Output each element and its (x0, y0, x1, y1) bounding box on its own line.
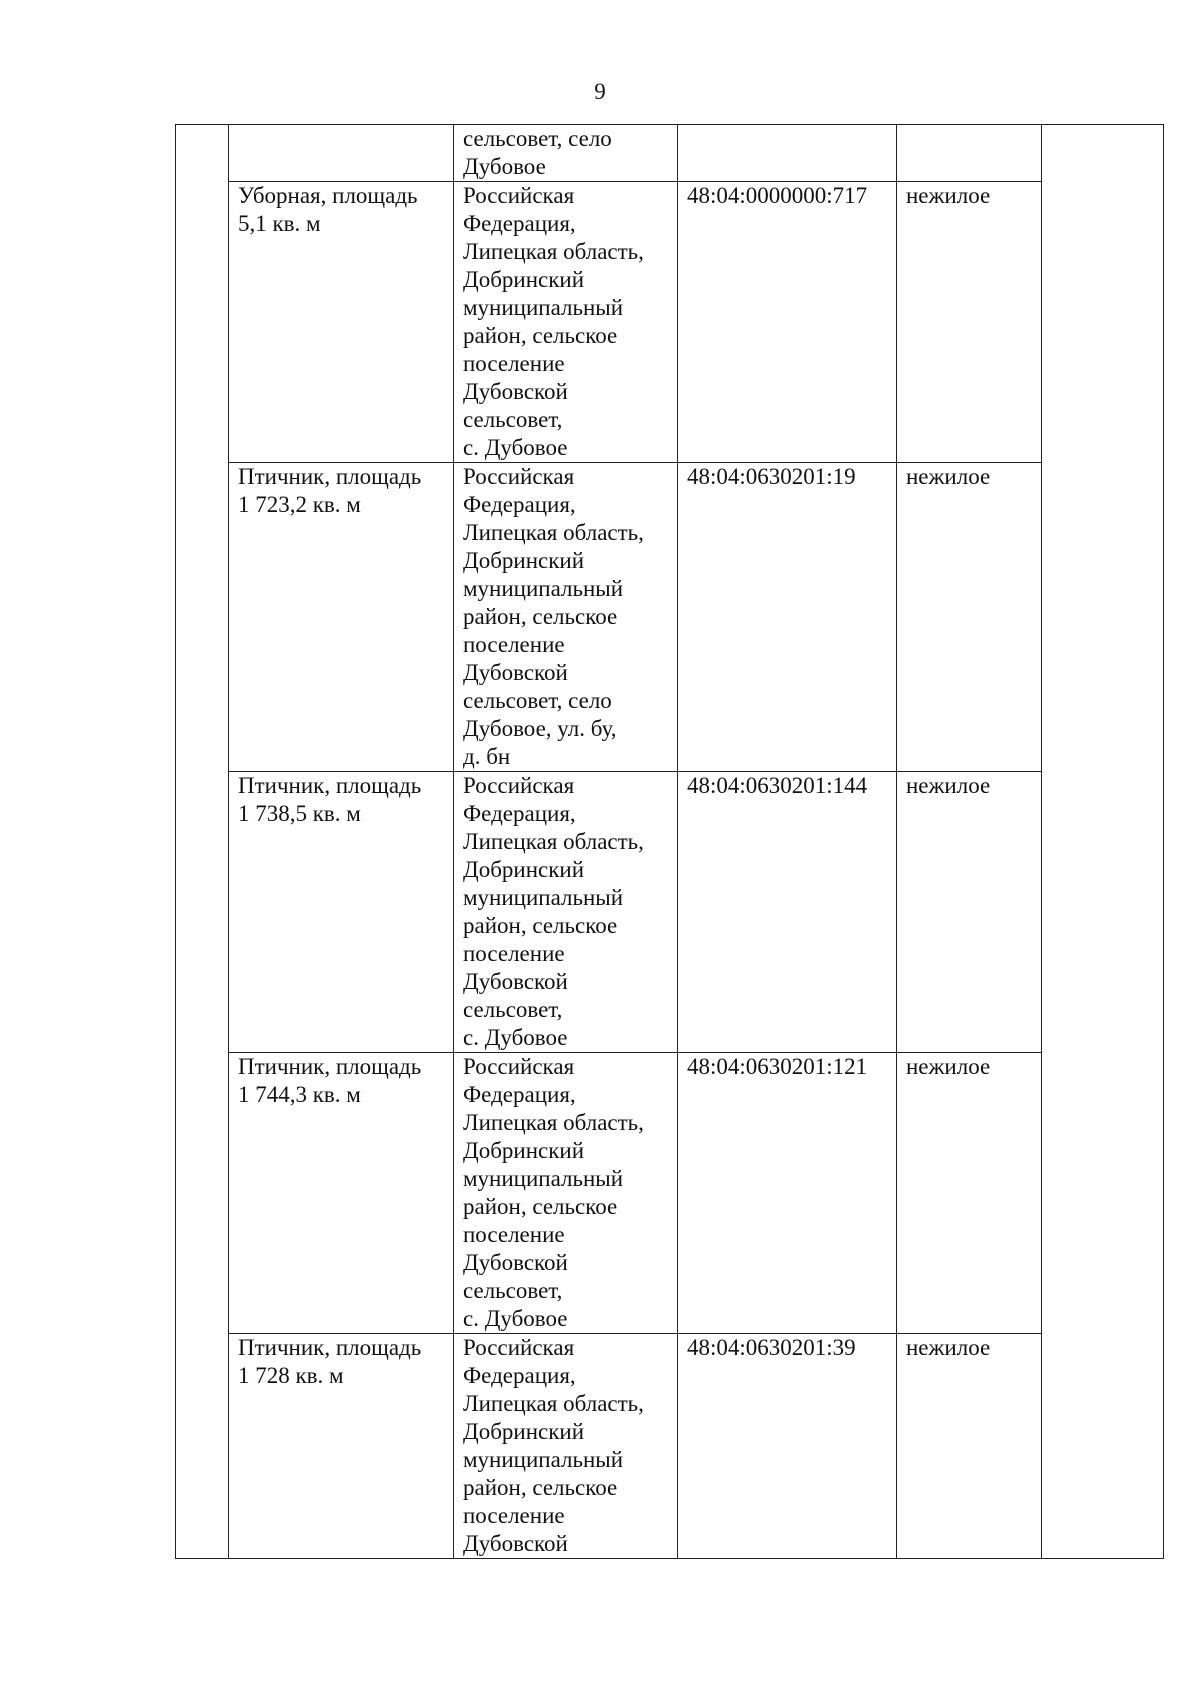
address-cell-line: Липецкая область, (463, 1110, 644, 1135)
address-cell-line: Российская (463, 464, 575, 489)
cadastral-number-cell (678, 1334, 897, 1559)
property-table-body (176, 125, 1164, 1559)
address-cell-line: Липецкая область, (463, 239, 644, 264)
address-cell-line: муниципальный (463, 885, 624, 910)
address-cell-line: с. Дубовое (463, 435, 568, 460)
cadastral-number: 48:04:0630201:39 (687, 1335, 856, 1360)
address-cell-line: поселение (463, 941, 565, 966)
object-name-cell-line: Уборная, площадь (238, 183, 418, 208)
object-name-cell-line: 1 744,3 кв. м (238, 1082, 361, 1107)
row-number-column (176, 125, 229, 1559)
address-cell (454, 1334, 678, 1559)
notes-column (1042, 125, 1164, 1559)
address-cell-line: Дубовое (463, 154, 546, 179)
address-cell (454, 125, 678, 182)
address-cell-line: Липецкая область, (463, 1391, 644, 1416)
address-cell (454, 463, 678, 772)
address-cell-line: сельсовет, (463, 997, 563, 1022)
table-row (176, 182, 1164, 463)
address-cell-line: Дубовое, ул. бу, (463, 716, 617, 741)
address-cell-line: Федерация, (463, 1082, 576, 1107)
address-cell-line: с. Дубовое (463, 1306, 568, 1331)
object-name-cell (229, 125, 454, 182)
address-cell-line: Дубовской (463, 379, 568, 404)
cadastral-number-cell (678, 182, 897, 463)
property-table (175, 124, 1164, 1559)
address-cell-line: муниципальный (463, 295, 624, 320)
address-cell (454, 1053, 678, 1334)
address-cell-line: поселение (463, 1503, 565, 1528)
address-cell-line: сельсовет, (463, 1278, 563, 1303)
cadastral-number-cell (678, 1053, 897, 1334)
address-cell-line: Российская (463, 1335, 575, 1360)
address-cell-line: Дубовской (463, 1531, 568, 1556)
address-cell-line: муниципальный (463, 1166, 624, 1191)
object-name-cell-line: 1 738,5 кв. м (238, 801, 361, 826)
page-number: 9 (594, 79, 606, 104)
table-row (176, 463, 1164, 772)
object-name-cell-line: Птичник, площадь (238, 464, 422, 489)
table-row (176, 772, 1164, 1053)
address-cell-line: Российская (463, 1054, 575, 1079)
address-cell-line: поселение (463, 632, 565, 657)
cadastral-number: 48:04:0630201:121 (687, 1054, 868, 1079)
address-cell-line: район, сельское (463, 323, 618, 348)
purpose-value: нежилое (906, 1335, 991, 1360)
address-cell-line: Добринский (463, 1138, 585, 1163)
object-name-cell-line: 1 728 кв. м (238, 1363, 344, 1388)
purpose-value: нежилое (906, 1054, 991, 1079)
address-cell-line: сельсовет, село (463, 126, 612, 151)
object-name-cell (229, 182, 454, 463)
object-name-cell (229, 772, 454, 1053)
purpose-cell (897, 1334, 1042, 1559)
address-cell-line: Дубовской (463, 660, 568, 685)
address-cell-line: сельсовет, село (463, 688, 612, 713)
address-cell-line: район, сельское (463, 1475, 618, 1500)
address-cell-line: Добринский (463, 267, 585, 292)
address-cell-line: сельсовет, (463, 407, 563, 432)
address-cell-line: д. бн (463, 744, 511, 769)
purpose-cell (897, 1053, 1042, 1334)
address-cell-line: Добринский (463, 548, 585, 573)
address-cell-line: Федерация, (463, 801, 576, 826)
address-cell-line: Добринский (463, 1419, 585, 1444)
object-name-cell (229, 463, 454, 772)
address-cell-line: муниципальный (463, 576, 624, 601)
cadastral-number: 48:04:0000000:717 (687, 183, 868, 208)
address-cell-line: Дубовской (463, 969, 568, 994)
purpose-value: нежилое (906, 773, 991, 798)
object-name-cell-line: 5,1 кв. м (238, 211, 321, 236)
address-cell-line: Российская (463, 183, 575, 208)
object-name-cell-line: Птичник, площадь (238, 1335, 422, 1360)
address-cell-line: Федерация, (463, 1363, 576, 1388)
address-cell-line: Федерация, (463, 492, 576, 517)
object-name-cell-line: 1 723,2 кв. м (238, 492, 361, 517)
table-row (176, 1334, 1164, 1559)
purpose-value: нежилое (906, 183, 991, 208)
address-cell-line: Добринский (463, 857, 585, 882)
table-row (176, 1053, 1164, 1334)
cadastral-number: 48:04:0630201:19 (687, 464, 856, 489)
table-row (176, 125, 1164, 182)
address-cell-line: район, сельское (463, 604, 618, 629)
address-cell-line: Дубовской (463, 1250, 568, 1275)
address-cell (454, 772, 678, 1053)
purpose-cell (897, 125, 1042, 182)
address-cell-line: Липецкая область, (463, 520, 644, 545)
cadastral-number-cell (678, 125, 897, 182)
address-cell (454, 182, 678, 463)
address-cell-line: поселение (463, 351, 565, 376)
cadastral-number: 48:04:0630201:144 (687, 773, 868, 798)
purpose-cell (897, 463, 1042, 772)
object-name-cell (229, 1053, 454, 1334)
cadastral-number-cell (678, 772, 897, 1053)
address-cell-line: район, сельское (463, 1194, 618, 1219)
purpose-cell (897, 182, 1042, 463)
object-name-cell-line: Птичник, площадь (238, 773, 422, 798)
address-cell-line: муниципальный (463, 1447, 624, 1472)
purpose-cell (897, 772, 1042, 1053)
object-name-cell (229, 1334, 454, 1559)
object-name-cell-line: Птичник, площадь (238, 1054, 422, 1079)
address-cell-line: Российская (463, 773, 575, 798)
address-cell-line: Липецкая область, (463, 829, 644, 854)
address-cell-line: поселение (463, 1222, 565, 1247)
address-cell-line: с. Дубовое (463, 1025, 568, 1050)
address-cell-line: Федерация, (463, 211, 576, 236)
purpose-value: нежилое (906, 464, 991, 489)
cadastral-number-cell (678, 463, 897, 772)
address-cell-line: район, сельское (463, 913, 618, 938)
